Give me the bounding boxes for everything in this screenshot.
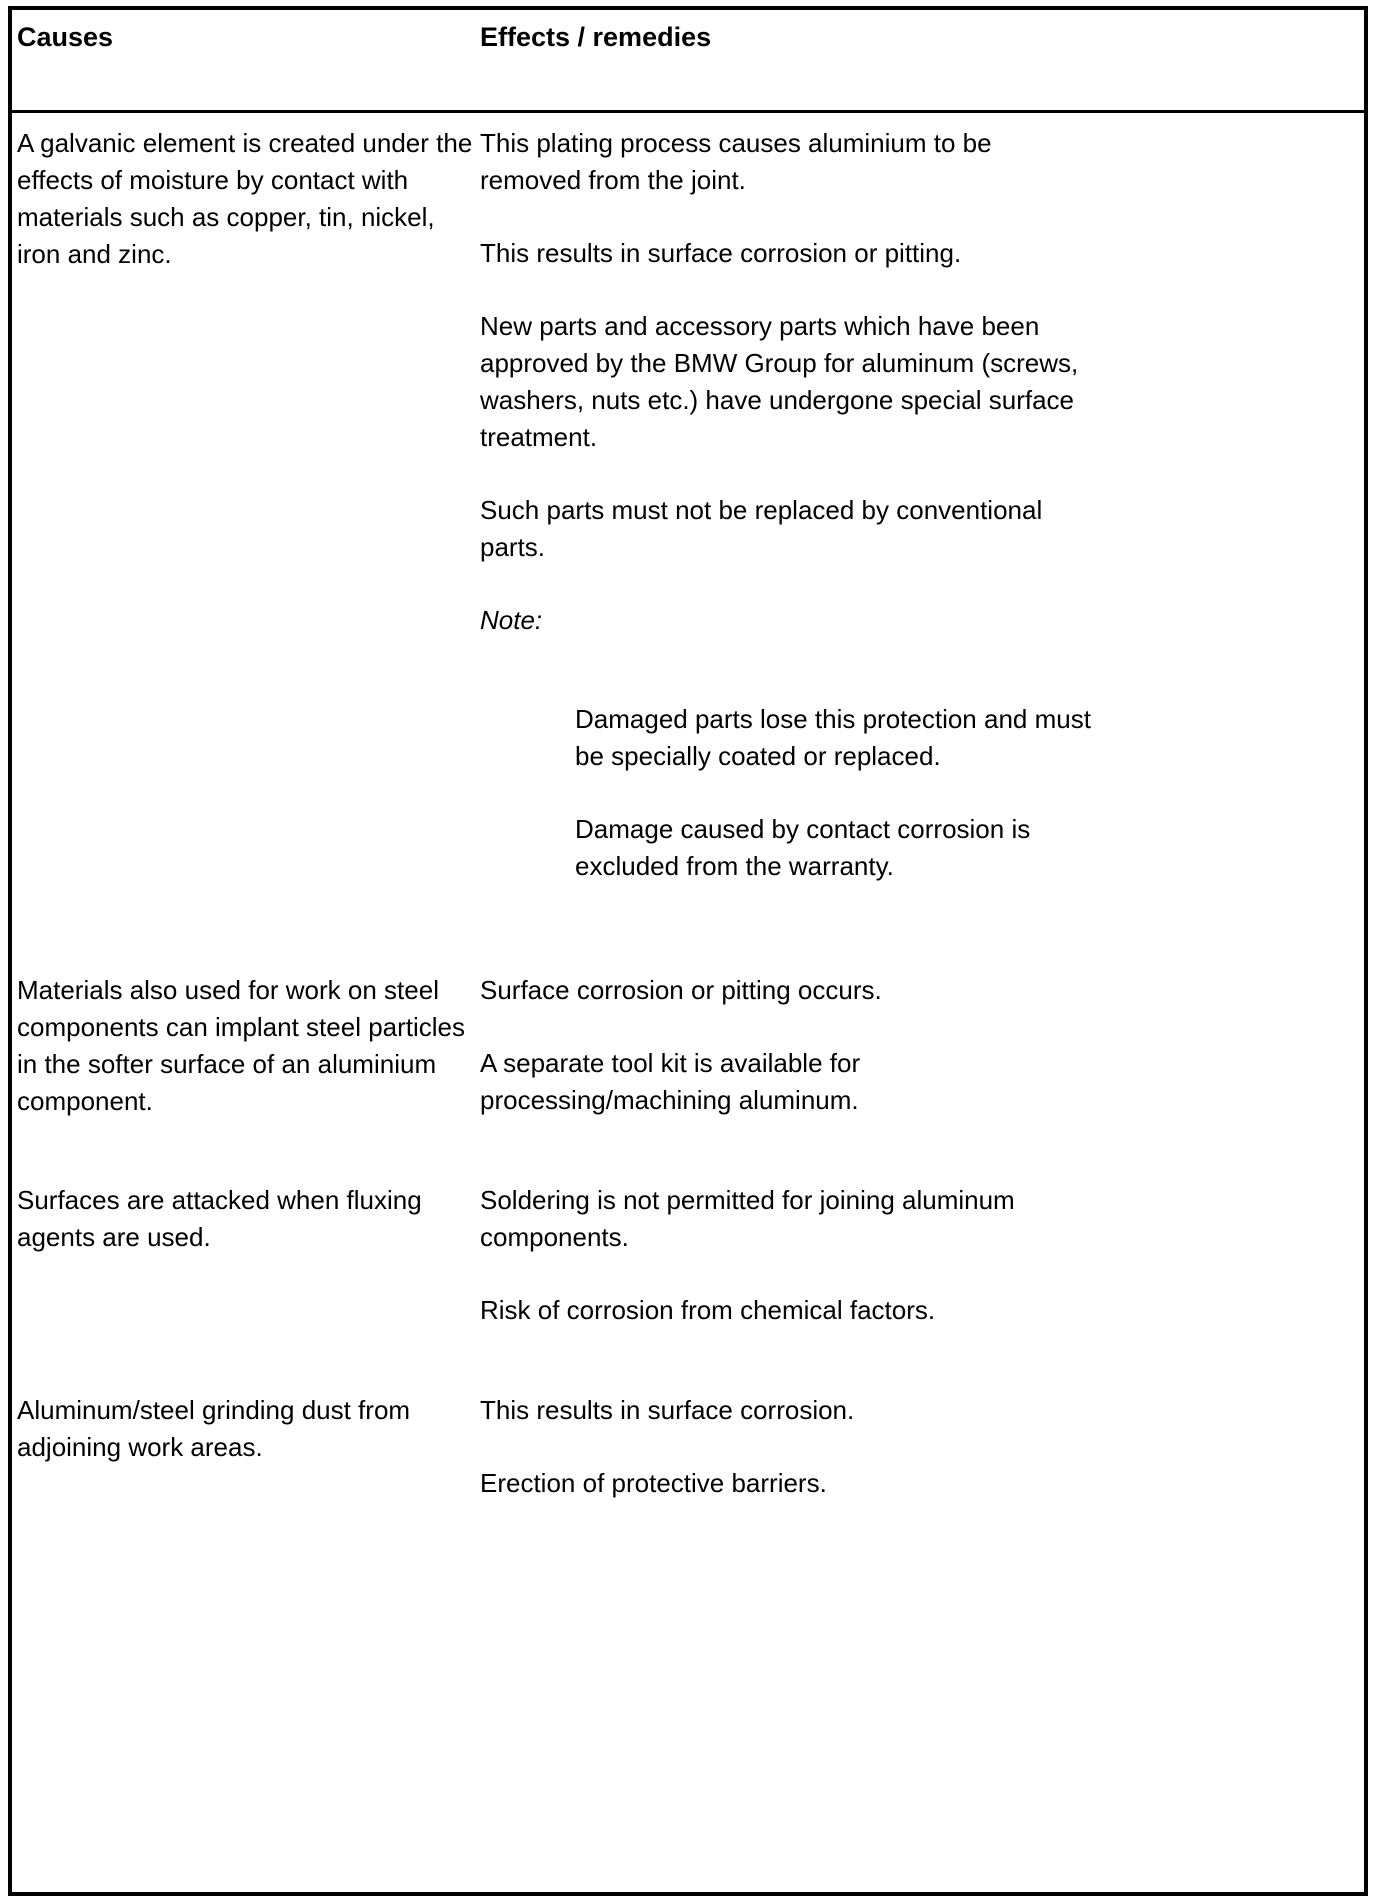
note-item: Damaged parts lose this protection and must be specially coated or replaced. — [575, 704, 1091, 771]
effect-paragraph: Risk of corrosion from chemical factors. — [480, 1295, 936, 1325]
cause-cell — [12, 1170, 480, 1380]
cause-text: A galvanic element is created under the effects of moisture by contact with materials such as copper, tin, nickel, iron and zinc. — [17, 128, 473, 269]
effects-cell — [480, 1170, 1364, 1380]
note-item: Damage caused by contact corrosion is excluded from the warranty. — [575, 814, 1031, 881]
effect-paragraph: This plating process causes aluminium to be removed from the joint. — [480, 128, 992, 195]
effect-paragraph: Such parts must not be replaced by conventional parts. — [480, 495, 1043, 562]
effect-paragraph: New parts and accessory parts which have been approved by the BMW Group for aluminum (screws, washers, nuts etc.) have undergone special surface treatment. — [480, 311, 1079, 452]
effects-cell — [480, 1380, 1364, 1892]
effect-paragraph: This results in surface corrosion or pitting. — [480, 238, 962, 268]
cause-cell — [12, 113, 480, 960]
effect-paragraph: Erection of protective barriers. — [480, 1468, 827, 1498]
table-row-galvanic-element — [12, 113, 1364, 960]
effect-paragraph: A separate tool kit is available for processing/machining aluminum. — [480, 1048, 861, 1115]
effect-paragraph: This results in surface corrosion. — [480, 1395, 855, 1425]
cause-text: Materials also used for work on steel components can implant steel particles in the softer surface of an aluminium component. — [17, 975, 466, 1116]
note-label: Note: — [480, 605, 543, 635]
effect-paragraph: Surface corrosion or pitting occurs. — [480, 975, 882, 1005]
table-row-steel-particles — [12, 960, 1364, 1170]
table-header-row — [12, 10, 1364, 113]
table-row-grinding-dust — [12, 1380, 1364, 1892]
effects-cell — [480, 960, 1364, 1170]
cause-cell — [12, 960, 480, 1170]
header-causes-label: Causes — [17, 22, 114, 52]
effects-cell — [480, 113, 1364, 960]
header-cell-causes — [12, 10, 480, 110]
header-effects-label: Effects / remedies — [480, 22, 712, 52]
effect-paragraph: Soldering is not permitted for joining aluminum components. — [480, 1185, 1015, 1252]
cause-text: Aluminum/steel grinding dust from adjoining work areas. — [17, 1395, 411, 1462]
table-row-fluxing-agents — [12, 1170, 1364, 1380]
cause-cell — [12, 1380, 480, 1892]
cause-text: Surfaces are attacked when fluxing agents are used. — [17, 1185, 422, 1252]
causes-effects-table — [8, 6, 1368, 1896]
header-cell-effects — [480, 10, 1364, 110]
